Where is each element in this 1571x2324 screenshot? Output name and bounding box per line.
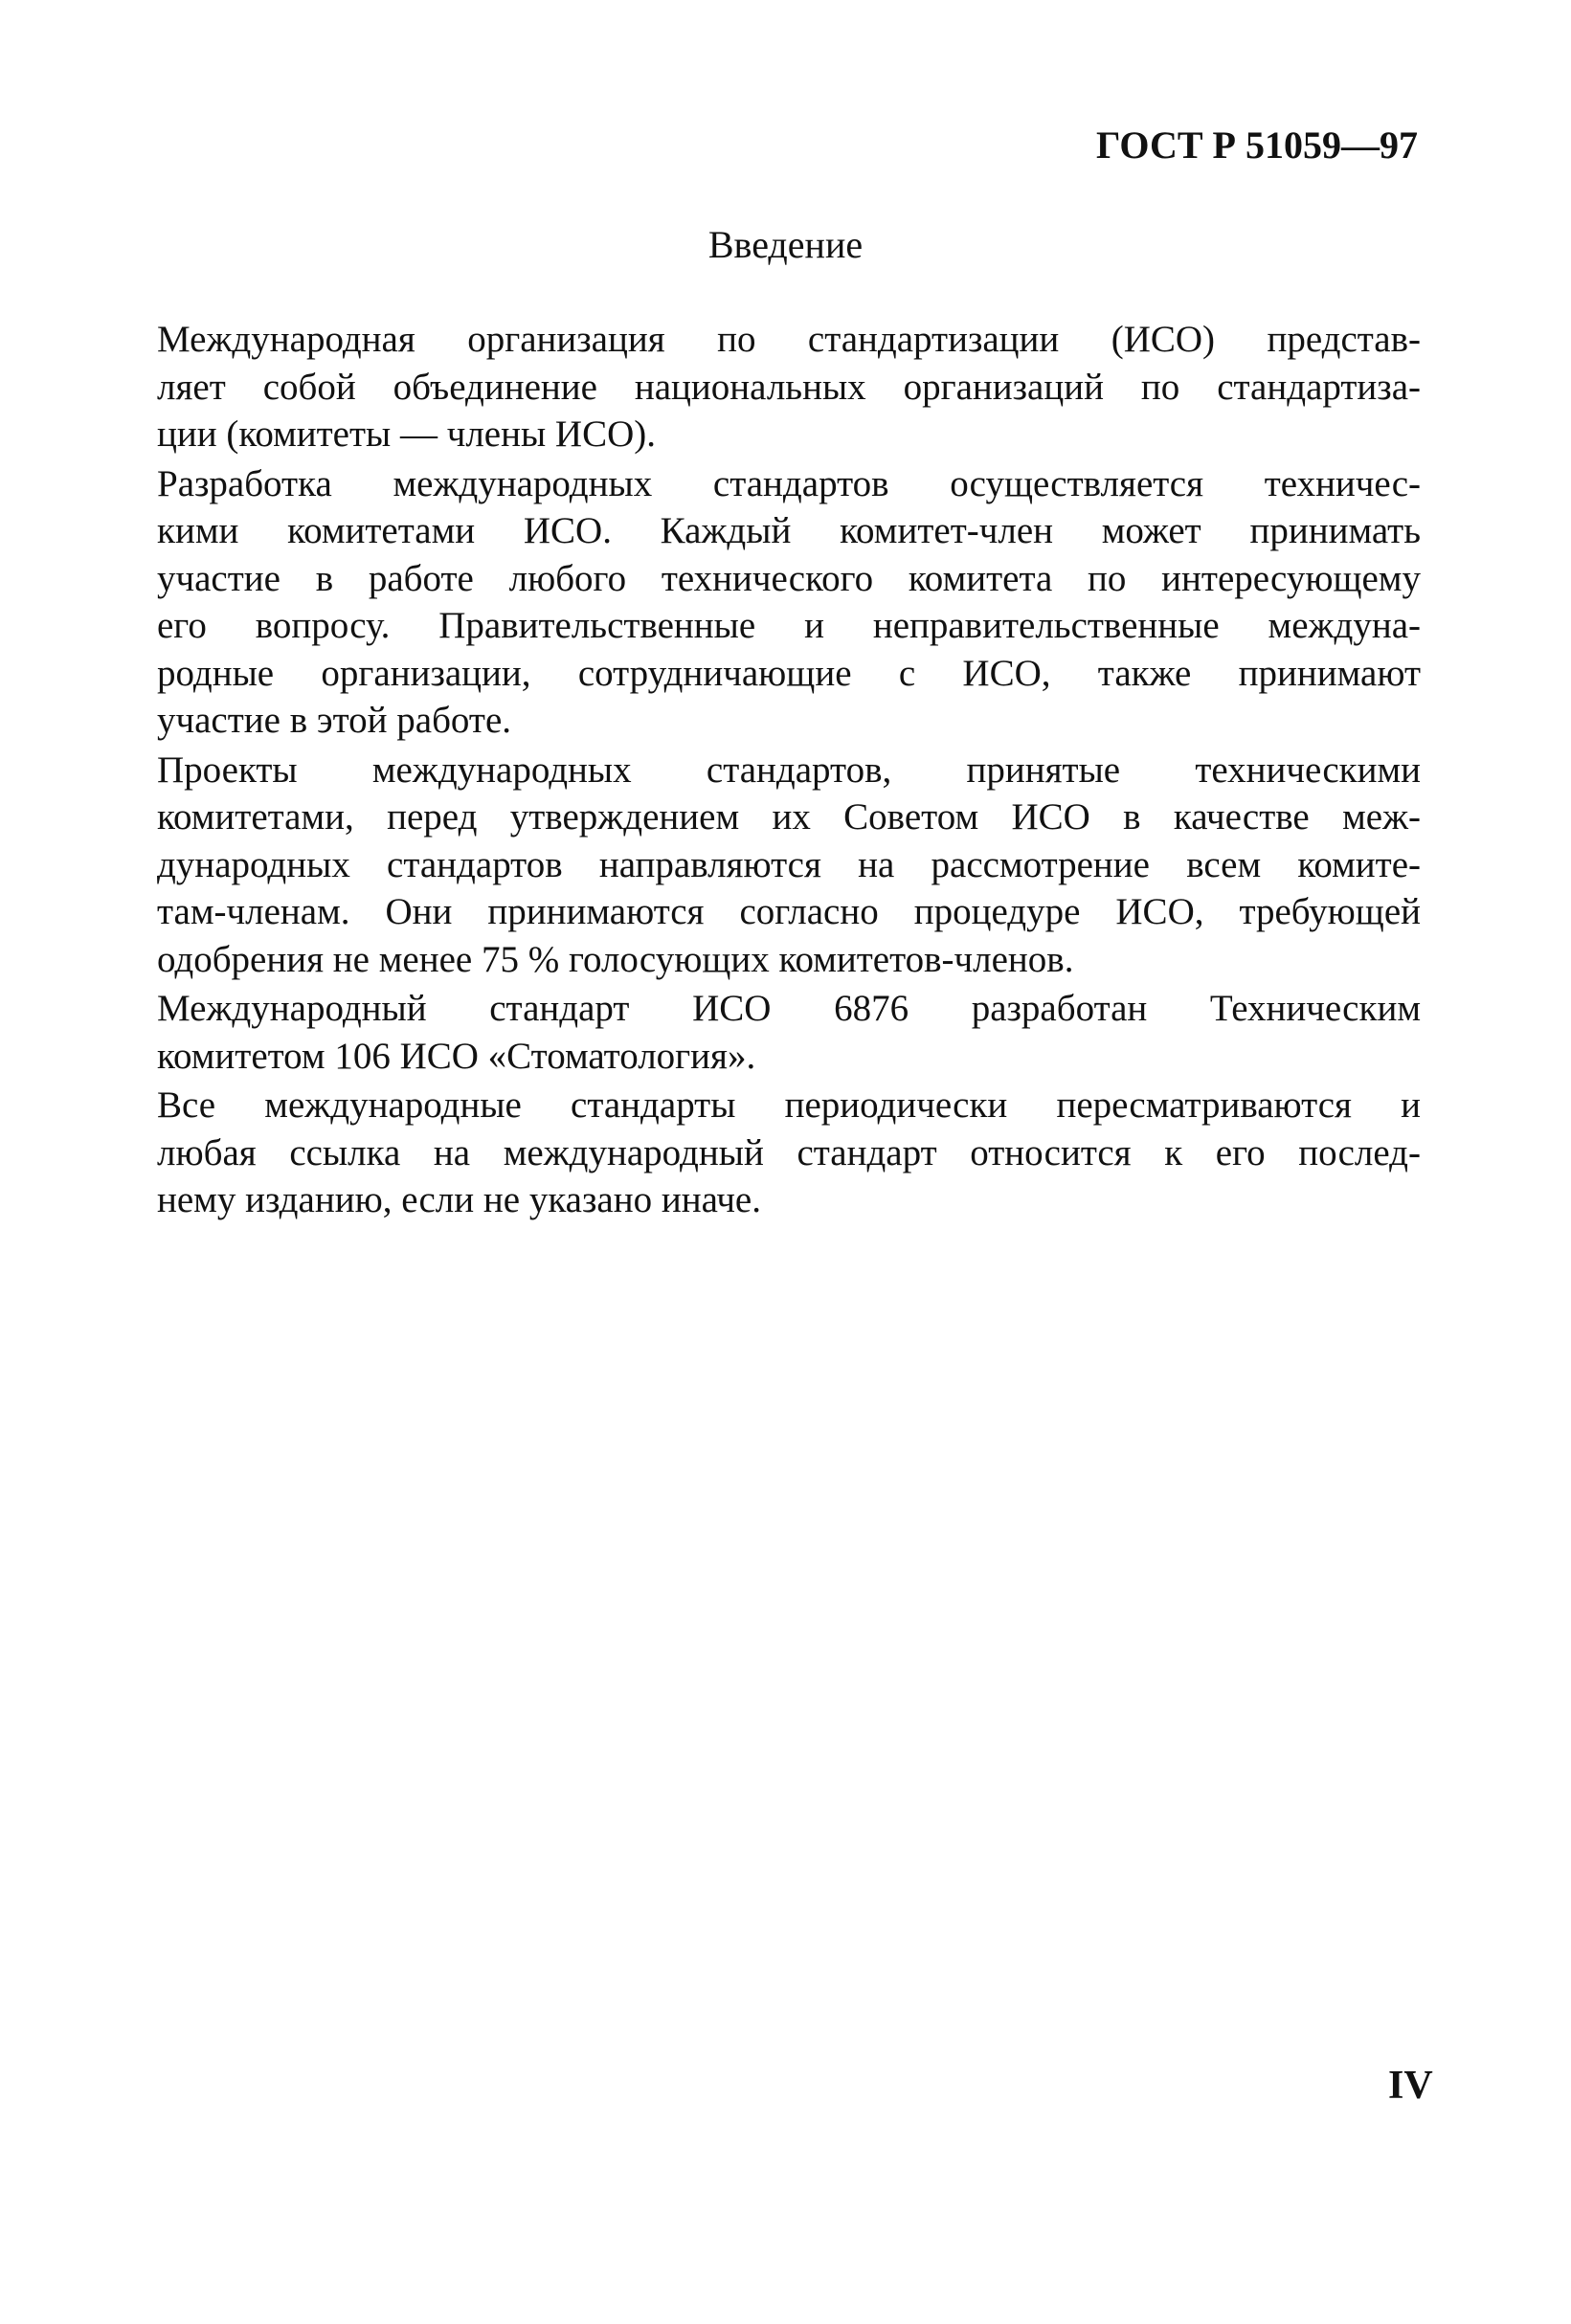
paragraph (157, 316, 1421, 458)
text-line: ляет собой объединение национальных организаций по стандартиза- (157, 366, 1421, 408)
text-line: его вопросу. Правительственные и неправительственные междуна- (157, 605, 1421, 646)
text-line: там-членам. Они принимаются согласно процедуре ИСО, требующей (157, 891, 1421, 932)
paragraph (157, 1082, 1421, 1224)
text-line: кими комитетами ИСО. Каждый комитет-член может принимать (157, 510, 1421, 551)
paragraph (157, 747, 1421, 984)
text-line: участие в этой работе. (157, 700, 512, 741)
text-line: Проекты международных стандартов, принятые техническими (157, 749, 1421, 791)
text-line: любая ссылка на международный стандарт относится к его послед- (157, 1131, 1421, 1173)
text-line: Разработка международных стандартов осуществляется техничес- (157, 462, 1421, 504)
paragraph (157, 460, 1421, 745)
document-body (157, 316, 1421, 1226)
text-line: Все международные стандарты периодически пересматриваются и (157, 1084, 1421, 1126)
document-code: ГОСТ Р 51059—97 (1095, 123, 1418, 167)
text-line: ции (комитеты — члены ИСО). (157, 413, 657, 455)
text-line: Международная организация по стандартизации (ИСО) представ- (157, 319, 1421, 360)
text-line: родные организации, сотрудничающие с ИСО, также принимают (157, 652, 1421, 694)
page-number: IV (1388, 2064, 1433, 2108)
text-line: дународных стандартов направляются на рассмотрение всем комите- (157, 843, 1421, 885)
text-line: участие в работе любого технического комитета по интересующему (157, 557, 1421, 599)
text-line: комитетом 106 ИСО «Стоматология». (157, 1035, 756, 1077)
section-title: Введение (707, 223, 864, 266)
text-line: одобрения не менее 75 % голосующих комитетов-членов. (157, 938, 1074, 980)
paragraph (157, 985, 1421, 1080)
text-line: Международный стандарт ИСО 6876 разработан Техническим (157, 988, 1421, 1029)
text-line: комитетами, перед утверждением их Советом ИСО в качестве меж- (157, 796, 1421, 838)
text-line: нему изданию, если не указано иначе. (157, 1179, 761, 1220)
